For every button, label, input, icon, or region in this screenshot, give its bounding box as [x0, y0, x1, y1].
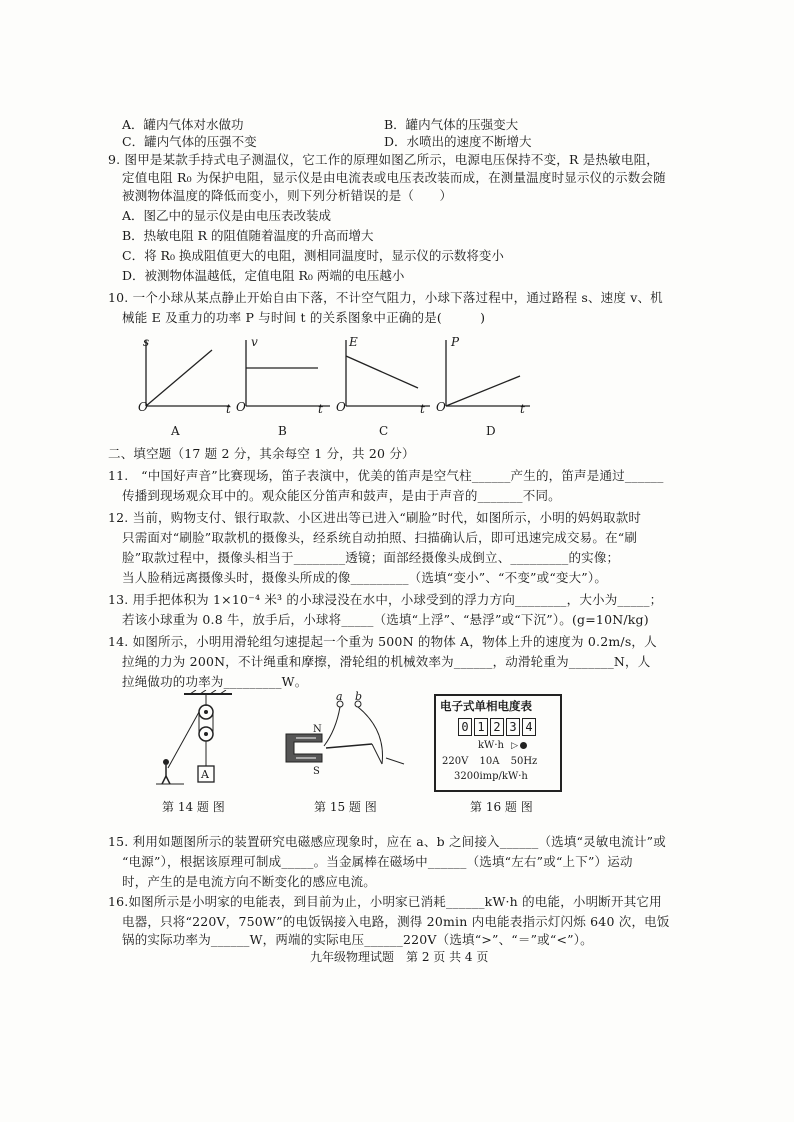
q8-option-c: C．罐内气体的压强不变	[122, 134, 257, 149]
fig15-magnet-n: N	[313, 724, 322, 735]
meter-digit: 4	[522, 718, 536, 736]
q15-line2: “电源”），根据该原理可制成_____。当金属棒在磁场中______（选填“左右”或“上下”）运动	[122, 854, 633, 869]
meter-unit-row	[478, 740, 527, 751]
fig15-terminal-a: a	[336, 690, 343, 703]
meter-digits	[458, 718, 538, 736]
q10-graph-d	[434, 336, 534, 416]
q9-stem-line3: 被测物体温度的降低而变小，则下列分析错误的是（ ）	[122, 188, 453, 203]
q10-graph-c-option: C	[379, 424, 389, 438]
q10-graph-d-xlabel: t	[520, 402, 525, 416]
fig14-object-label: A	[201, 768, 209, 781]
q10-stem-line1: 10. 一个小球从某点静止开始自由下落，不计空气阻力，小球下落过程中，通过路程 s、速度 v、机	[108, 290, 663, 305]
q10-graph-b-xlabel: t	[318, 402, 323, 416]
meter-title: 电子式单相电度表	[440, 699, 532, 713]
q14-line2: 拉绳的力为 200N，不计绳重和摩擦，滑轮组的机械效率为______，动滑轮重为_______N，人	[122, 654, 651, 669]
q12-line3: 脸”取款过程中，摄像头相当于________透镜；面部经摄像头成倒立、_________的实像；	[122, 550, 620, 565]
electricity-meter	[434, 694, 562, 792]
q10-graph-a-option: A	[171, 424, 180, 438]
q14-line3: 拉绳做功的功率为_________W。	[122, 674, 308, 689]
section2-heading: 二、填空题（17 题 2 分，其余每空 1 分，共 20 分）	[108, 446, 415, 461]
page-footer: 九年级物理试题 第 2 页 共 4 页	[310, 950, 489, 964]
meter-unit: kW·h	[478, 740, 504, 751]
graph-line	[146, 350, 212, 406]
q10-graph-c-ylabel: E	[349, 335, 358, 349]
fig15-caption: 第 15 题 图	[314, 800, 377, 814]
indicator-led-icon: ▷	[511, 741, 527, 751]
q9-stem-line2: 定值电阻 R₀ 为保护电阻，显示仪是由电流表或电压表改装而成，在测量温度时显示仪的示数会随	[122, 170, 666, 185]
q8-option-b: B．罐内气体的压强变大	[384, 117, 519, 132]
fig15-terminal-b: b	[355, 690, 363, 703]
q10-graph-d-origin: O	[436, 400, 446, 414]
q10-graph-b-option: B	[278, 424, 287, 438]
meter-digit: 2	[490, 718, 504, 736]
q10-graph-d-option: D	[486, 424, 496, 438]
meter-specs: 220V 10A 50Hz	[442, 756, 538, 767]
q9-option-a: A．图乙中的显示仪是由电压表改装成	[122, 208, 332, 223]
q8-option-a: A．罐内气体对水做功	[122, 117, 244, 132]
meter-digit: 1	[474, 718, 488, 736]
q10-graph-c-origin: O	[336, 400, 346, 414]
q9-option-d: D．被测物体温越低，定值电阻 R₀ 两端的电压越小	[122, 268, 405, 283]
q10-graph-d-ylabel: P	[451, 335, 460, 349]
q13-line2: 若该小球重为 0.8 牛，放手后，小球将_____（选填“上浮”、“悬浮”或“下沉”）。(g=10N/kg)	[122, 612, 649, 627]
q13-line1: 13. 用手把体积为 1×10⁻⁴ 米³ 的小球浸没在水中，小球受到的浮力方向________，大小为_____；	[108, 592, 663, 607]
q10-graph-c-xlabel: t	[420, 402, 425, 416]
fig15-magnet-s: S	[313, 766, 320, 777]
q16-line3: 锅的实际功率为______W，两端的实际电压______220V（选填“>”、“＝”或“<”）。	[122, 932, 593, 947]
q10-graph-a-origin: O	[138, 400, 148, 414]
meter-digit: 3	[506, 718, 520, 736]
meter-digit: 0	[458, 718, 472, 736]
q10-graph-a-xlabel: t	[226, 402, 231, 416]
q11-line1: 11. “中国好声音”比赛现场，笛子表演中，优美的笛声是空气柱______产生的，笛声是通过______	[108, 468, 664, 483]
q12-line2: 只需面对“刷脸”取款机的摄像头，经系统自动拍照、扫描确认后，即可迅速完成交易。在“刷	[122, 530, 638, 545]
fig15-induction-diagram	[276, 690, 416, 786]
fig14-pulley-diagram	[154, 690, 244, 786]
q10-graph-b-origin: O	[236, 400, 246, 414]
q11-line2: 传播到现场观众耳中的。观众能区分笛声和鼓声，是由于声音的_______不同。	[122, 488, 561, 503]
q9-stem-line1: 9. 图甲是某款手持式电子测温仪，它工作的原理如图乙所示，电源电压保持不变，R 是热敏电阻，	[108, 152, 659, 167]
graph-line	[446, 376, 520, 406]
q14-line1: 14. 如图所示，小明用滑轮组匀速提起一个重为 500N 的物体 A，物体上升的速度为 0.2m/s，人	[108, 634, 657, 649]
meter-imp: 3200imp/kW·h	[454, 771, 528, 782]
q15-line1: 15. 利用如题图所示的装置研究电磁感应现象时，应在 a、b 之间接入______（选填“灵敏电流计”或	[108, 834, 666, 849]
q12-line4: 当人脸稍远离摄像头时，摄像头所成的像_________（选填“变小”、“不变”或“变大”）。	[122, 570, 608, 585]
q16-line2: 电器，只将“220V，750W”的电饭锅接入电路，测得 20min 内电能表指示灯闪烁 640 次，电饭	[122, 914, 670, 929]
q9-option-c: C．将 R₀ 换成阻值更大的电阻，测相同温度时，显示仪的示数将变小	[122, 248, 504, 263]
q12-line1: 12. 当前，购物支付、银行取款、小区进出等已进入“刷脸”时代，如图所示，小明的妈妈取款时	[108, 510, 642, 525]
q15-line3: 时，产生的是电流方向不断变化的感应电流。	[122, 874, 377, 889]
q10-stem-line2: 械能 E 及重力的功率 P 与时间 t 的关系图象中正确的是( )	[122, 310, 486, 325]
q10-graph-b-ylabel: v	[251, 335, 258, 349]
q8-option-d: D．水喷出的速度不断增大	[384, 134, 532, 149]
fig14-caption: 第 14 题 图	[162, 800, 225, 814]
graph-line	[346, 356, 418, 388]
q16-line1: 16.如图所示是小明家的电能表，到目前为止，小明家已消耗______kW·h 的电能，小明断开其它用	[108, 894, 662, 909]
fig16-caption: 第 16 题 图	[470, 800, 533, 814]
q10-graph-a-ylabel: s	[143, 335, 150, 349]
q9-option-b: B．热敏电阻 R 的阻值随着温度的升高而增大	[122, 228, 374, 243]
